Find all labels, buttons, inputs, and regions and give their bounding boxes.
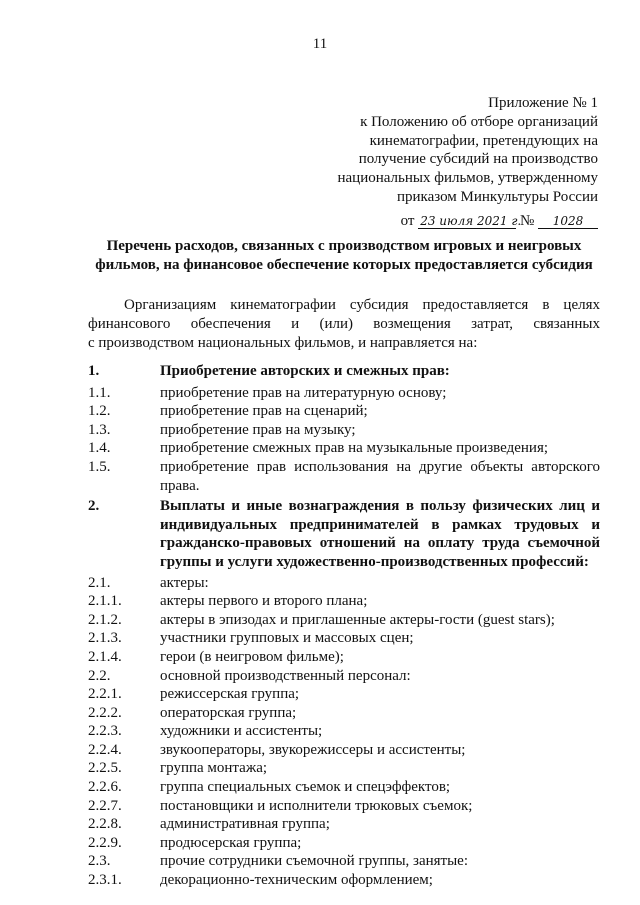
list-item (88, 685, 600, 704)
list-item (88, 629, 600, 648)
list-item (88, 362, 600, 381)
intro-line: Организациям кинематографии субсидия предоставляется в целях (124, 297, 600, 313)
list-item (88, 834, 600, 853)
item-text: постановщики и исполнители трюковых съемок; (160, 797, 473, 814)
list-item (88, 667, 600, 686)
intro-paragraph (88, 296, 600, 352)
item-number: 2.2.6. (88, 779, 122, 796)
page-number: 11 (312, 36, 328, 52)
item-text: прочие сотрудники съемочной группы, занятые: (160, 853, 469, 870)
item-number: 1.4. (88, 440, 111, 457)
list-item (88, 741, 600, 760)
appendix-line: кинематографии, претендующих на (369, 132, 598, 149)
number-label: № (519, 212, 535, 229)
item-number: 1.3. (88, 421, 111, 438)
item-number: 2.2.7. (88, 797, 122, 814)
list-item (88, 648, 600, 667)
list-item (88, 797, 600, 816)
item-text: основной производственный персонал: (160, 667, 411, 684)
handwritten-date: 23 июля 2021 г. (420, 213, 522, 228)
item-text: звукооператоры, звукорежиссеры и ассистенты; (160, 741, 466, 758)
item-number: 1.1. (88, 384, 111, 401)
list-item (88, 815, 600, 834)
item-text: административная группа; (160, 816, 330, 833)
list-item (88, 759, 600, 778)
intro-line: с производством национальных фильмов, и направляется на: (88, 334, 478, 351)
intro-line: финансового обеспечения и (или) возмещения затрат, связанных (88, 315, 600, 332)
item-text: участники групповых и массовых сцен; (160, 630, 414, 647)
item-number: 2.2.9. (88, 834, 122, 851)
item-text: актеры: (160, 574, 209, 591)
item-text: приобретение прав использования на другие объекты авторского права. (160, 458, 600, 494)
appendix-header (298, 94, 598, 231)
item-text: продюсерская группа; (160, 834, 302, 851)
item-text: художники и ассистенты; (160, 723, 323, 740)
item-number: 2. (88, 498, 100, 515)
list-item (88, 611, 600, 630)
item-text: группа специальных съемок и спецэффектов; (160, 779, 451, 796)
handwritten-number: 1028 (538, 214, 598, 229)
item-text: приобретение прав на сценарий; (160, 403, 368, 420)
item-number: 2.2.8. (88, 816, 122, 833)
item-number: 2.1.2. (88, 611, 122, 628)
appendix-line: Приложение № 1 (488, 95, 598, 111)
item-text: приобретение смежных прав на музыкальные произведения; (160, 440, 549, 457)
appendix-line: приказом Минкультуры России (396, 188, 598, 205)
list-item (88, 871, 600, 890)
item-number: 2.2. (88, 667, 111, 684)
appendix-line: к Положению об отборе организаций (360, 113, 598, 130)
list-item (88, 574, 600, 593)
expense-list (88, 362, 600, 890)
item-number: 2.1. (88, 574, 111, 591)
list-item (88, 497, 600, 571)
list-item (88, 421, 600, 440)
list-item (88, 592, 600, 611)
item-number: 2.1.3. (88, 630, 122, 647)
item-number: 2.2.3. (88, 723, 122, 740)
document-title: Перечень расходов, связанных с производством игровых и неигровых фильмов, на финансовое обеспечение которых предоставляется субсидия (95, 238, 593, 273)
item-text: актеры в эпизодах и приглашенные актеры-гости (guest stars); (160, 611, 555, 628)
item-text: Выплаты и иные вознаграждения в пользу физических лиц и индивидуальных предпринимателей в рамках трудовых и гражданско-правовых отношений на оплату труда съемочной группы и услуги художественно-производственных профессий: (160, 498, 600, 570)
list-item (88, 458, 600, 495)
list-item (88, 384, 600, 403)
item-text: операторская группа; (160, 704, 297, 721)
item-number: 1. (88, 363, 100, 379)
item-text: герои (в неигровом фильме); (160, 648, 344, 665)
appendix-line: получение субсидий на производство (358, 151, 598, 168)
item-number: 2.3.1. (88, 872, 122, 889)
list-item (88, 439, 600, 458)
item-number: 2.2.5. (88, 760, 122, 777)
item-text: приобретение прав на литературную основу; (160, 384, 447, 401)
item-number: 2.2.2. (88, 704, 122, 721)
item-text: Приобретение авторских и смежных прав: (160, 363, 450, 379)
item-number: 2.2.1. (88, 686, 122, 703)
from-label: от (400, 212, 415, 229)
item-text: декорационно-техническим оформлением; (160, 872, 433, 889)
item-number: 2.1.4. (88, 648, 122, 665)
item-number: 1.2. (88, 403, 111, 420)
item-number: 2.1.1. (88, 593, 122, 610)
item-text: режиссерская группа; (160, 686, 300, 703)
list-item (88, 402, 600, 421)
item-text: группа монтажа; (160, 760, 268, 777)
list-item (88, 852, 600, 871)
list-item (88, 778, 600, 797)
item-text: приобретение прав на музыку; (160, 421, 356, 438)
item-number: 1.5. (88, 458, 111, 475)
item-number: 2.3. (88, 853, 111, 870)
item-number: 2.2.4. (88, 741, 122, 758)
order-date-number-line (298, 212, 598, 231)
appendix-line: национальных фильмов, утвержденному (337, 170, 598, 187)
list-item (88, 704, 600, 723)
list-item (88, 722, 600, 741)
item-text: актеры первого и второго плана; (160, 593, 368, 610)
